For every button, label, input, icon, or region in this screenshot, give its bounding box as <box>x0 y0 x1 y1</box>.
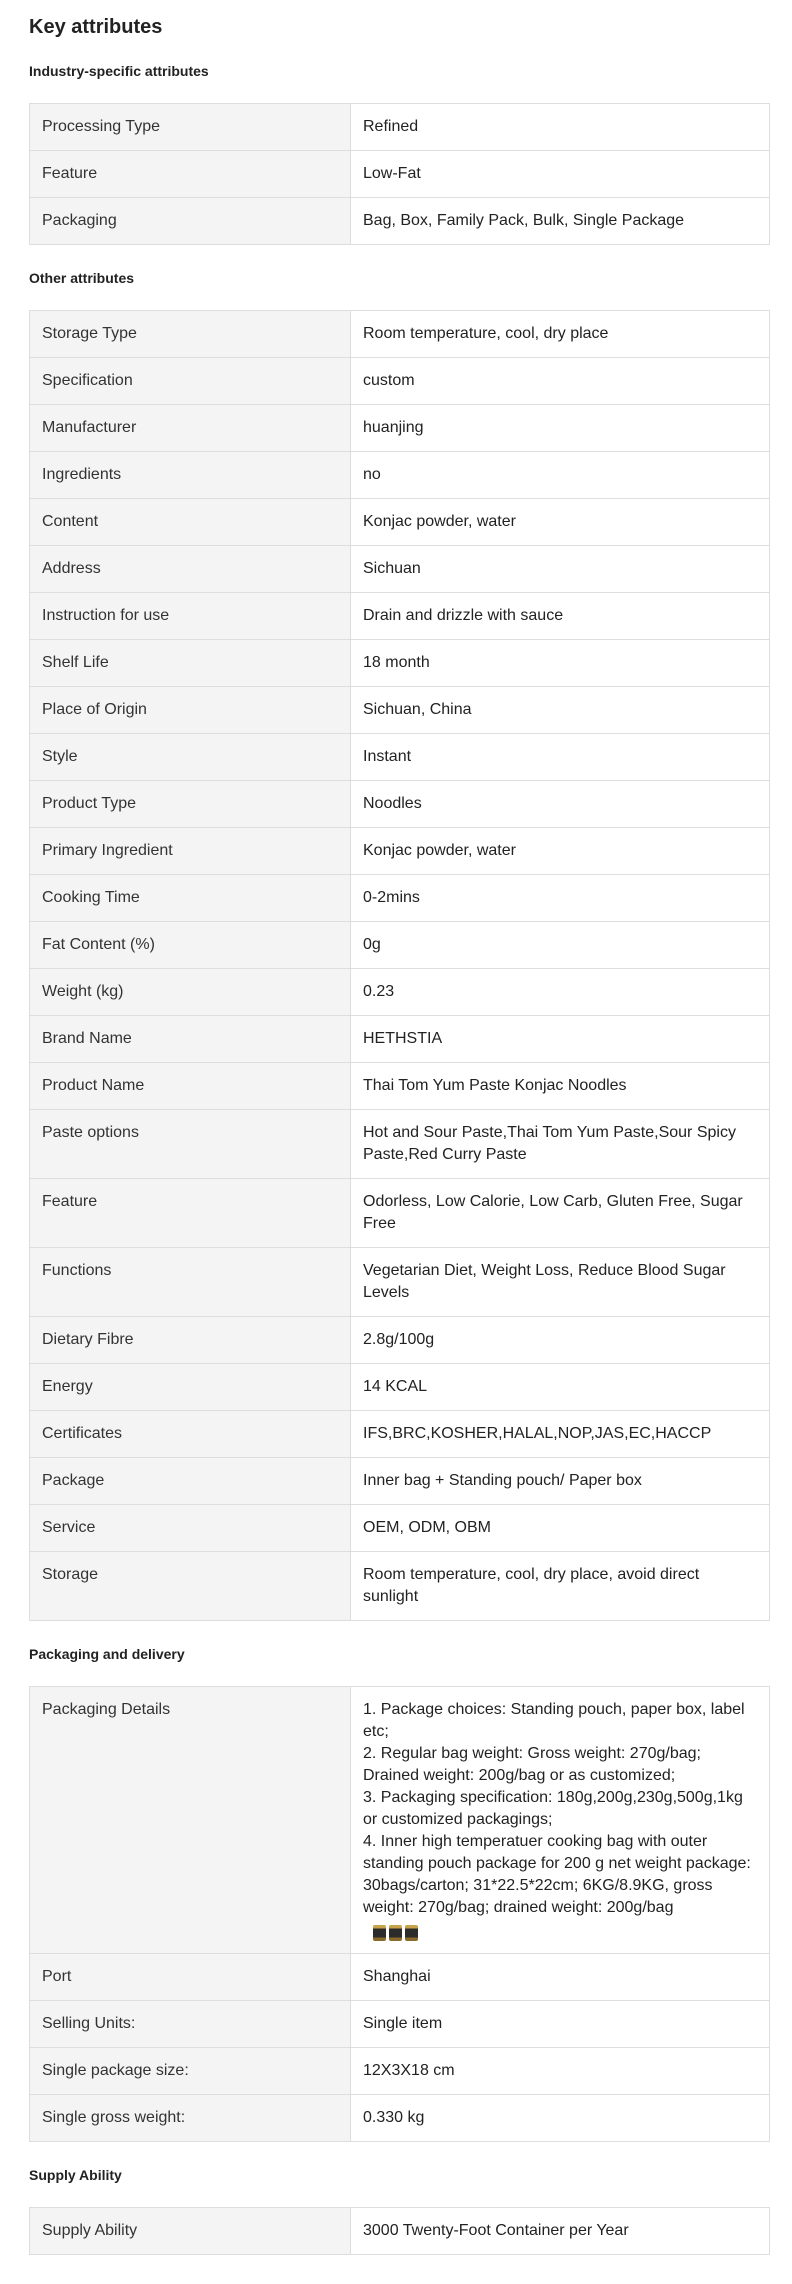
attr-key: Single package size: <box>30 2048 351 2095</box>
attr-value: HETHSTIA <box>351 1016 770 1063</box>
attr-row <box>30 546 770 593</box>
attr-key: Processing Type <box>30 104 351 151</box>
attr-value: 2.8g/100g <box>351 1317 770 1364</box>
attr-value: no <box>351 452 770 499</box>
attr-row <box>30 781 770 828</box>
attr-key: Single gross weight: <box>30 2095 351 2142</box>
attr-row <box>30 405 770 452</box>
attr-row <box>30 1364 770 1411</box>
attr-key: Energy <box>30 1364 351 1411</box>
attr-row <box>30 1317 770 1364</box>
attr-key: Content <box>30 499 351 546</box>
page-title: Key attributes <box>29 16 163 38</box>
attr-value: Shanghai <box>351 1954 770 2001</box>
attr-key: Ingredients <box>30 452 351 499</box>
attr-key: Service <box>30 1505 351 1552</box>
attr-key: Storage Type <box>30 311 351 358</box>
attr-key: Functions <box>30 1248 351 1317</box>
attr-value: 18 month <box>351 640 770 687</box>
attr-value: 12X3X18 cm <box>351 2048 770 2095</box>
attr-value: 0.330 kg <box>351 2095 770 2142</box>
attr-value: IFS,BRC,KOSHER,HALAL,NOP,JAS,EC,HACCP <box>351 1411 770 1458</box>
attr-value: 0-2mins <box>351 875 770 922</box>
attr-key: Cooking Time <box>30 875 351 922</box>
attr-row <box>30 452 770 499</box>
product-image <box>389 1925 402 1941</box>
attr-value: Odorless, Low Calorie, Low Carb, Gluten Free, Sugar Free <box>351 1179 770 1248</box>
attr-value: Bag, Box, Family Pack, Bulk, Single Package <box>351 198 770 245</box>
product-image <box>405 1925 418 1941</box>
attr-value: Thai Tom Yum Paste Konjac Noodles <box>351 1063 770 1110</box>
attr-key: Paste options <box>30 1110 351 1179</box>
attr-row <box>30 2208 770 2255</box>
attr-row <box>30 104 770 151</box>
attr-row <box>30 1110 770 1179</box>
attr-value: Sichuan <box>351 546 770 593</box>
attr-value: 14 KCAL <box>351 1364 770 1411</box>
attr-key: Address <box>30 546 351 593</box>
attr-key: Place of Origin <box>30 687 351 734</box>
supply-ability-table <box>29 2207 770 2255</box>
attr-row <box>30 311 770 358</box>
attr-value: huanjing <box>351 405 770 452</box>
attr-value: Noodles <box>351 781 770 828</box>
attr-key: Feature <box>30 1179 351 1248</box>
attr-key: Package <box>30 1458 351 1505</box>
packaging-delivery-heading: Packaging and delivery <box>29 1646 185 1662</box>
attr-key: Port <box>30 1954 351 2001</box>
attr-value: Low-Fat <box>351 151 770 198</box>
supply-ability-heading: Supply Ability <box>29 2167 122 2183</box>
attr-value-cell <box>351 1687 770 1954</box>
attr-row <box>30 1179 770 1248</box>
attr-value: custom <box>351 358 770 405</box>
attr-key: Specification <box>30 358 351 405</box>
attr-row <box>30 1063 770 1110</box>
attr-row <box>30 1411 770 1458</box>
attr-key: Packaging Details <box>30 1687 351 1954</box>
packaging-details-text: 1. Package choices: Standing pouch, paper box, label etc; 2. Regular bag weight: Gross weight: 270g/bag; Drained weight: 200g/bag or as customized; 3. Packaging specification: 180g,200g,230g,500g,1kg or customized packagings; 4. Inner high temperatuer cooking bag with outer standing pouch package for 200 g net weight package: 30bags/carton; 31*22.5*22cm; 6KG/8.9KG, gross weight: 270g/bag; drained weight: 200g/bag <box>363 1701 751 1916</box>
attr-row <box>30 151 770 198</box>
attr-key: Product Type <box>30 781 351 828</box>
attr-key: Weight (kg) <box>30 969 351 1016</box>
attr-value: Drain and drizzle with sauce <box>351 593 770 640</box>
attr-key: Style <box>30 734 351 781</box>
attr-value: Instant <box>351 734 770 781</box>
attr-row <box>30 687 770 734</box>
attr-row <box>30 1016 770 1063</box>
attr-row <box>30 2001 770 2048</box>
attr-row <box>30 1248 770 1317</box>
product-thumbnails <box>373 1925 757 1941</box>
attr-row <box>30 734 770 781</box>
attr-row-packaging-details <box>30 1687 770 1954</box>
attr-row <box>30 499 770 546</box>
attr-key: Selling Units: <box>30 2001 351 2048</box>
attr-value: Room temperature, cool, dry place <box>351 311 770 358</box>
attr-key: Supply Ability <box>30 2208 351 2255</box>
attr-value: Hot and Sour Paste,Thai Tom Yum Paste,Sour Spicy Paste,Red Curry Paste <box>351 1110 770 1179</box>
attr-value: OEM, ODM, OBM <box>351 1505 770 1552</box>
attr-value: 0g <box>351 922 770 969</box>
attr-row <box>30 640 770 687</box>
attr-value: 0.23 <box>351 969 770 1016</box>
attr-key: Manufacturer <box>30 405 351 452</box>
attr-row <box>30 1954 770 2001</box>
attr-row <box>30 593 770 640</box>
attr-row <box>30 2048 770 2095</box>
attr-key: Fat Content (%) <box>30 922 351 969</box>
attr-row <box>30 828 770 875</box>
attr-row <box>30 1505 770 1552</box>
attr-row <box>30 922 770 969</box>
attr-key: Storage <box>30 1552 351 1621</box>
attr-key: Dietary Fibre <box>30 1317 351 1364</box>
attr-row <box>30 1552 770 1621</box>
packaging-delivery-table <box>29 1686 770 2142</box>
attr-key: Shelf Life <box>30 640 351 687</box>
attr-key: Product Name <box>30 1063 351 1110</box>
attr-value: Inner bag + Standing pouch/ Paper box <box>351 1458 770 1505</box>
attr-row <box>30 358 770 405</box>
other-attributes-table <box>29 310 770 1621</box>
attr-value: Konjac powder, water <box>351 499 770 546</box>
industry-attributes-heading: Industry-specific attributes <box>29 63 209 79</box>
attr-row <box>30 969 770 1016</box>
attr-value: Room temperature, cool, dry place, avoid direct sunlight <box>351 1552 770 1621</box>
attr-key: Instruction for use <box>30 593 351 640</box>
attr-row <box>30 198 770 245</box>
attr-row <box>30 875 770 922</box>
attr-key: Packaging <box>30 198 351 245</box>
attr-row <box>30 2095 770 2142</box>
attr-value: Refined <box>351 104 770 151</box>
attr-value: Single item <box>351 2001 770 2048</box>
other-attributes-heading: Other attributes <box>29 270 135 286</box>
product-image <box>373 1925 386 1941</box>
attr-key: Certificates <box>30 1411 351 1458</box>
attr-key: Primary Ingredient <box>30 828 351 875</box>
industry-attributes-table <box>29 103 770 245</box>
attr-key: Feature <box>30 151 351 198</box>
attr-value: 3000 Twenty-Foot Container per Year <box>351 2208 770 2255</box>
attr-value: Sichuan, China <box>351 687 770 734</box>
attr-row <box>30 1458 770 1505</box>
attr-value: Vegetarian Diet, Weight Loss, Reduce Blood Sugar Levels <box>351 1248 770 1317</box>
attr-value: Konjac powder, water <box>351 828 770 875</box>
attr-key: Brand Name <box>30 1016 351 1063</box>
